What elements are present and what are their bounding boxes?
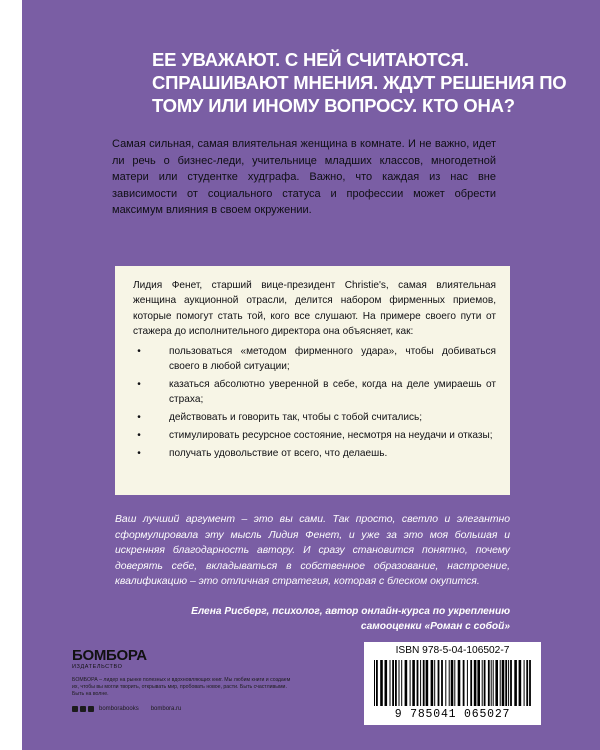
publisher-name: БОМБОРА [72,647,147,664]
barcode-bar [380,660,383,706]
barcode-bar [441,660,443,706]
website: bombora.ru [150,706,182,712]
description-paragraph: Лидия Фенет, старший вице-президент Christie's, самая влиятельная женщина аукционной отрасли, делится набором фирменных приемов, которые помогут стать той, кого все слушают. На примере своего пути от стажера до исполнительного директора она объясняет, как: [133,280,496,338]
bullet-icon: • [137,447,141,459]
list-item [137,344,496,374]
bullet-list [133,344,496,461]
barcode-bar [500,660,501,706]
bullet-icon: • [137,345,141,357]
barcode-bar [505,660,507,706]
barcode-bar [519,660,522,706]
testimonial-quote: Ваш лучший аргумент – это вы сами. Так просто, светло и элегантно сформулировала эту мысль Лидия Фенет, и уже за это моя большая и искренняя благодарность автору. И сразу становится понятно, почему доверять себе, вкладываться в собственное образование, настроение, квалификацию – это отличная стратегия, которая с блеском окупится. [115,514,510,588]
publisher-logo [72,648,147,671]
barcode-bar [484,660,486,706]
bullet-icon: • [137,411,141,423]
barcode-bar [374,660,375,706]
barcode [372,660,533,706]
barcode-bar [399,660,400,706]
isbn-label: ISBN 978-5-04-106502-7 [395,645,510,656]
barcode-bar [395,660,397,706]
publisher-description: БОМБОРА – лидер на рынке полезных и вдохновляющих книг. Мы любим книги и создаем их, чтобы вы могли творить, открывать мир, пробовать новое, расти. Быть счастливыми. Быть на волне. [72,677,291,697]
social-links [72,706,181,712]
youtube-icon [88,706,94,712]
list-item-text: пользоваться «методом фирменного удара», чтобы добиваться своего в любой ситуации; [169,345,496,372]
barcode-bar [529,660,531,706]
vk-icon [72,706,78,712]
description-box [115,266,510,495]
barcode-bar [426,660,429,706]
barcode-bar [438,660,440,706]
barcode-bar [410,660,411,706]
barcode-bar [417,660,419,706]
barcode-bar [493,660,494,706]
barcode-bar [420,660,421,706]
bullet-icon: • [137,429,141,441]
barcode-bar [401,660,402,706]
publisher-subtitle: ИЗДАТЕЛЬСТВО [72,664,123,670]
barcode-bar [470,660,472,706]
barcode-bar [474,660,477,706]
social-handle: bomborabooks [99,706,139,712]
list-item-text: действовать и говорить так, чтобы с тобой считались; [169,411,423,423]
list-item [137,446,496,461]
barcode-bar [488,660,490,706]
barcode-bar [434,660,435,706]
back-cover [22,0,600,750]
barcode-box [364,642,541,725]
barcode-digits: 9 785041 065027 [394,708,511,721]
barcode-bar [376,660,378,706]
barcode-bar [463,660,465,706]
barcode-bar [385,660,388,706]
instagram-icon [80,706,86,712]
barcode-bar [392,660,394,706]
barcode-bar [451,660,454,706]
list-item [137,428,496,443]
barcode-bar [449,660,450,706]
barcode-bar [526,660,528,706]
headline: ЕЕ УВАЖАЮТ. С НЕЙ СЧИТАЮТСЯ. СПРАШИВАЮТ МНЕНИЯ. ЖДУТ РЕШЕНИЯ ПО ТОМУ ИЛИ ИНОМУ ВОПРОСУ. КТО ОНА? [152,49,567,116]
bullet-icon: • [137,378,141,390]
barcode-bar [495,660,498,706]
barcode-bar [482,660,483,706]
barcode-bar [508,660,509,706]
barcode-bar [510,660,512,706]
barcode-bar [445,660,446,706]
barcode-bar [502,660,505,706]
list-item [137,410,496,425]
list-item-text: стимулировать ресурсное состояние, несмотря на неудачи и отказы; [169,429,493,441]
barcode-bar [454,660,455,706]
list-item-text: казаться абсолютно уверенной в себе, когда на деле умираешь от страха; [169,378,496,405]
barcode-bar [458,660,461,706]
barcode-bar [390,660,391,706]
barcode-bar [524,660,525,706]
barcode-bar [514,660,517,706]
testimonial-author: Елена Рисберг, психолог, автор онлайн-курса по укреплению самооценки «Роман с собой» [191,606,510,633]
barcode-bar [467,660,468,706]
barcode-bar [412,660,415,706]
barcode-bar [477,660,480,706]
barcode-bar [423,660,425,706]
barcode-bar [405,660,408,706]
intro-paragraph: Самая сильная, самая влиятельная женщина в комнате. И не важно, идет ли речь о бизнес-леди, учительнице младших классов, многодетной матери или студентке худграфа. Важно, что каждая из нас вне зависимости от социального статуса и профессии может обрести максимум влияния в своем окружении. [112,138,496,216]
barcode-bar [491,660,492,706]
list-item-text: получать удовольствие от всего, что делаешь. [169,447,388,459]
list-item [137,377,496,407]
barcode-bar [431,660,434,706]
